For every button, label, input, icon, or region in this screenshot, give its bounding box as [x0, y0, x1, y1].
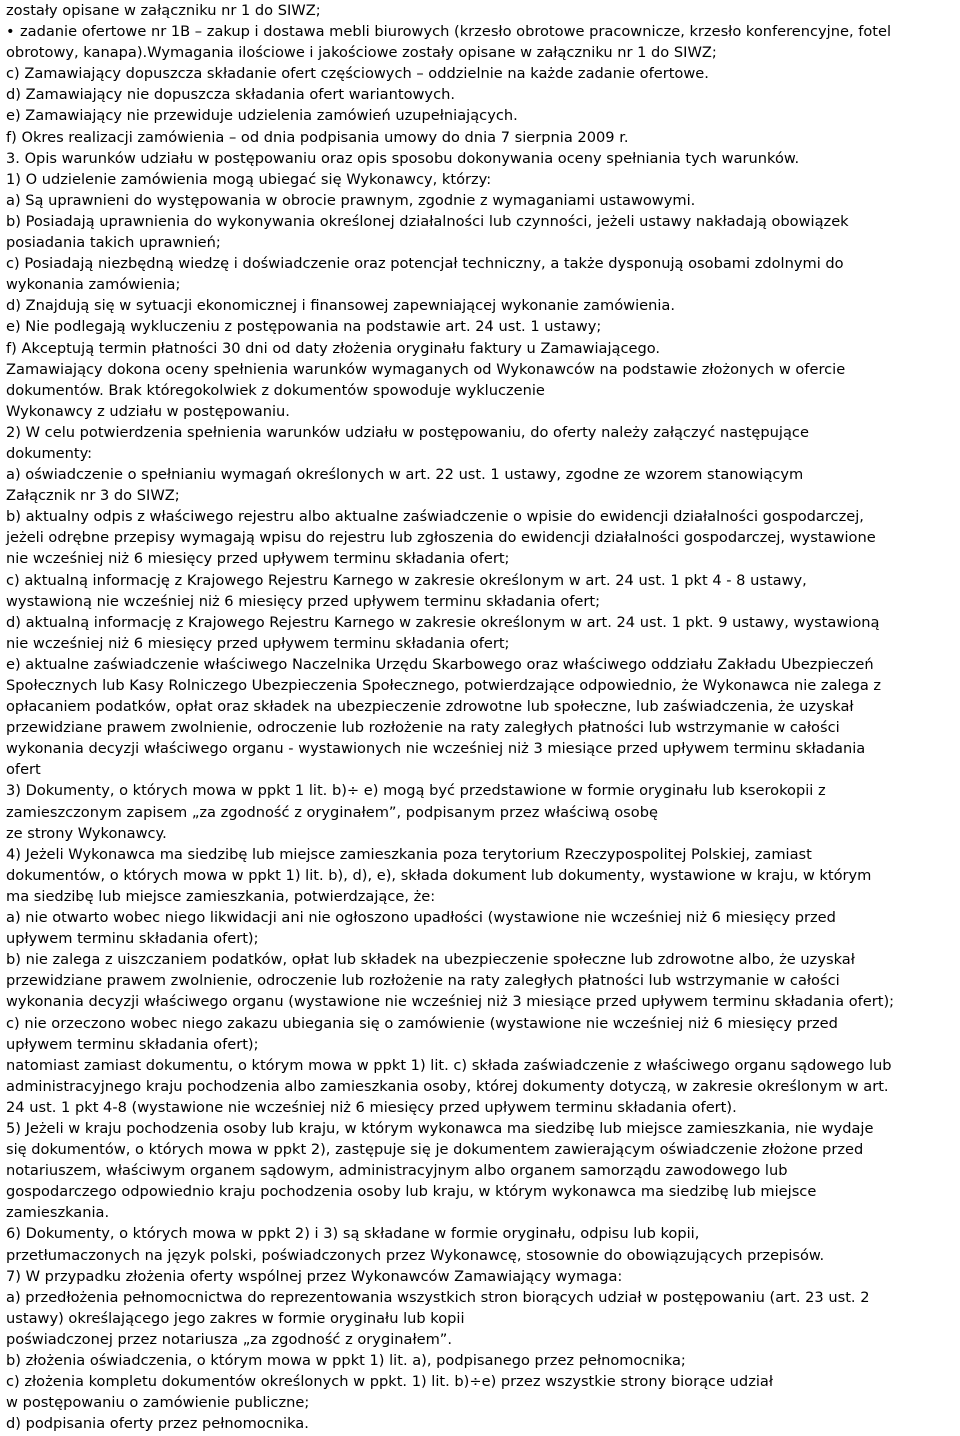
text-line: 6) Dokumenty, o których mowa w ppkt 2) i 3) są składane w formie oryginału, odpisu lub kopii,	[6, 1225, 700, 1243]
text-line: d) aktualną informację z Krajowego Rejestru Karnego w zakresie określonym w art. 24 ust. 1 pkt. 9 ustawy, wystawioną	[6, 613, 880, 631]
text-line: wystawioną nie wcześniej niż 6 miesięcy przed upływem terminu składania ofert;	[6, 592, 601, 610]
text-line: dokumenty:	[6, 444, 93, 462]
text-line: d) podpisania oferty przez pełnomocnika.	[6, 1415, 309, 1433]
text-line: b) Posiadają uprawnienia do wykonywania określonej działalności lub czynności, jeżeli ustawy nakładają obowiązek	[6, 212, 849, 230]
text-line: e) Zamawiający nie przewiduje udzielenia zamówień uzupełniających.	[6, 107, 518, 125]
text-line: a) oświadczenie o spełnianiu wymagań określonych w art. 22 ust. 1 ustawy, zgodne ze wzorem stanowiącym	[6, 466, 804, 484]
text-line: f) Akceptują termin płatności 30 dni od daty złożenia oryginału faktury u Zamawiającego.	[6, 339, 661, 357]
text-line: jeżeli odrębne przepisy wymagają wpisu do rejestru lub zgłoszenia do ewidencji działalności gospodarczej, wystawione	[6, 529, 876, 547]
text-line: c) aktualną informację z Krajowego Rejestru Karnego w zakresie określonym w art. 24 ust. 1 pkt 4 - 8 ustawy,	[6, 571, 807, 589]
text-line: wykonania zamówienia;	[6, 276, 181, 294]
text-line: obrotowy, kanapa).Wymagania ilościowe i jakościowe zostały opisane w załączniku nr 1 do SIWZ;	[6, 44, 717, 62]
text-line: Wykonawcy z udziału w postępowaniu.	[6, 402, 290, 420]
text-line: 2) W celu potwierdzenia spełnienia warunków udziału w postępowaniu, do oferty należy załączyć następujące	[6, 423, 809, 441]
text-line: 5) Jeżeli w kraju pochodzenia osoby lub kraju, w którym wykonawca ma siedzibę lub miejsce zamieszkania, nie wydaje	[6, 1119, 874, 1137]
text-line: 7) W przypadku złożenia oferty wspólnej przez Wykonawców Zamawiający wymaga:	[6, 1267, 623, 1285]
text-line: ze strony Wykonawcy.	[6, 824, 167, 842]
text-line: e) aktualne zaświadczenie właściwego Naczelnika Urzędu Skarbowego oraz właściwego oddziału Zakładu Ubezpieczeń	[6, 655, 874, 673]
text-line: a) Są uprawnieni do występowania w obrocie prawnym, zgodnie z wymaganiami ustawowymi.	[6, 191, 696, 209]
text-line: b) nie zalega z uiszczaniem podatków, opłat lub składek na ubezpieczenie społeczne lub zdrowotne albo, że uzyskał	[6, 951, 855, 969]
text-line: poświadczonej przez notariusza „za zgodność z oryginałem”.	[6, 1330, 453, 1348]
text-line: e) Nie podlegają wykluczeniu z postępowania na podstawie art. 24 ust. 1 ustawy;	[6, 318, 602, 336]
text-line: dokumentów, o których mowa w ppkt 1) lit. b), d), e), składa dokument lub dokumenty, wystawione w kraju, w którym	[6, 866, 872, 884]
text-line: Społecznych lub Kasy Rolniczego Ubezpieczenia Społecznego, potwierdzające odpowiednio, że Wykonawca nie zalega z	[6, 677, 882, 694]
text-line: notariuszem, właściwym organem sądowym, administracyjnym albo organem samorządu zawodowego lub	[6, 1162, 788, 1180]
text-line: w postępowaniu o zamówienie publiczne;	[6, 1394, 310, 1412]
section-heading: 3. Opis warunków udziału w postępowaniu oraz opis sposobu dokonywania oceny spełniania tych warunków.	[6, 149, 800, 167]
text-line: a) nie otwarto wobec niego likwidacji ani nie ogłoszono upadłości (wystawione nie wcześniej niż 6 miesięcy przed	[6, 909, 836, 927]
text-line: posiadania takich uprawnień;	[6, 234, 221, 252]
text-line: b) aktualny odpis z właściwego rejestru albo aktualne zaświadczenie o wpisie do ewidencji działalności gospodarczej,	[6, 508, 864, 526]
text-line: przetłumaczonych na język polski, poświadczonych przez Wykonawcę, stosownie do obowiązujących przepisów.	[6, 1246, 825, 1264]
text-line: wykonania decyzji właściwego organu (wystawione nie wcześniej niż 3 miesiące przed upływem terminu składania ofert);	[6, 993, 895, 1011]
text-line: opłacaniem podatków, opłat oraz składek na ubezpieczenie zdrowotne lub społeczne, lub zaświadczenia, że uzyskał	[6, 698, 854, 716]
text-line: wykonania decyzji właściwego organu - wystawionych nie wcześniej niż 3 miesiące przed upływem terminu składania	[6, 740, 866, 758]
text-line: c) nie orzeczono wobec niego zakazu ubiegania się o zamówienie (wystawione nie wcześniej niż 6 miesięcy przed	[6, 1014, 838, 1032]
text-line: c) Posiadają niezbędną wiedzę i doświadczenie oraz potencjał techniczny, a także dysponują osobami zdolnymi do	[6, 255, 844, 273]
text-line: Zamawiający dokona oceny spełnienia warunków wymaganych od Wykonawców na podstawie złożonych w ofercie	[6, 360, 846, 378]
text-line: c) złożenia kompletu dokumentów określonych w ppkt. 1) lit. b)÷e) przez wszystkie strony biorące udział	[6, 1373, 774, 1391]
text-line: gospodarczego odpowiednio kraju pochodzenia osoby lub kraju, w którym wykonawca ma siedzibę lub miejsce	[6, 1183, 817, 1201]
text-line: zamieszczonym zapisem „za zgodność z oryginałem”, podpisanym przez właściwą osobę	[6, 803, 658, 821]
bullet-icon: •	[6, 23, 15, 41]
text-line: d) Znajdują się w sytuacji ekonomicznej i finansowej zapewniającej wykonanie zamówienia.	[6, 297, 675, 315]
text-line: upływem terminu składania ofert);	[6, 1035, 259, 1053]
text-line: zamieszkania.	[6, 1204, 110, 1222]
text-line: b) złożenia oświadczenia, o którym mowa w ppkt 1) lit. a), podpisanego przez pełnomocnika;	[6, 1352, 686, 1369]
text-line: a) przedłożenia pełnomocnictwa do reprezentowania wszystkich stron biorących udział w postępowaniu (art. 23 ust. 2	[6, 1288, 870, 1306]
text-line: administracyjnego kraju pochodzenia albo zamieszkania osoby, której dokumenty dotyczą, w zakresie określonym w art.	[6, 1077, 889, 1095]
text-line: ma siedzibę lub miejsce zamieszkania, potwierdzające, że:	[6, 887, 436, 905]
text-line: d) Zamawiający nie dopuszcza składania ofert wariantowych.	[6, 86, 455, 104]
text-line: nie wcześniej niż 6 miesięcy przed upływem terminu składania ofert;	[6, 634, 510, 652]
text-line: się dokumentów, o których mowa w ppkt 2), zastępuje się je dokumentem zawierającym oświadczenie złożone przed	[6, 1141, 864, 1159]
text-line: 1) O udzielenie zamówienia mogą ubiegać się Wykonawcy, którzy:	[6, 170, 492, 188]
text-line: natomiast zamiast dokumentu, o którym mowa w ppkt 1) lit. c) składa zaświadczenie z właściwego organu sądowego lub	[6, 1056, 892, 1074]
text-line: 24 ust. 1 pkt 4-8 (wystawione nie wcześniej niż 6 miesięcy przed upływem terminu składania ofert).	[6, 1098, 737, 1116]
text-line: przewidziane prawem zwolnienie, odroczenie lub rozłożenie na raty zaległych płatności lub wstrzymanie w całości	[6, 719, 840, 737]
text-line: ustawy) określającego jego zakres w formie oryginału lub kopii	[6, 1309, 465, 1327]
text-line: ofert	[6, 761, 41, 779]
text-line: c) Zamawiający dopuszcza składanie ofert częściowych – oddzielnie na każde zadanie ofertowe.	[6, 65, 709, 83]
text-line: nie wcześniej niż 6 miesięcy przed upływem terminu składania ofert;	[6, 550, 510, 568]
text-line: upływem terminu składania ofert);	[6, 930, 259, 948]
text-line: 4) Jeżeli Wykonawca ma siedzibę lub miejsce zamieszkania poza terytorium Rzeczypospolitej Polskiej, zamiast	[6, 845, 812, 863]
text-line: dokumentów. Brak któregokolwiek z dokumentów spowoduje wykluczenie	[6, 381, 545, 399]
text-line: 3) Dokumenty, o których mowa w ppkt 1 lit. b)÷ e) mogą być przedstawione w formie oryginału lub kserokopii z	[6, 782, 826, 800]
text-line: zostały opisane w załączniku nr 1 do SIWZ;	[6, 2, 321, 19]
text-line: f) Okres realizacji zamówienia – od dnia podpisania umowy do dnia 7 sierpnia 2009 r.	[6, 128, 629, 146]
attachment-reference: Załącznik nr 3 do SIWZ;	[6, 487, 180, 505]
bullet-item: • zadanie ofertowe nr 1B – zakup i dostawa mebli biurowych (krzesło obrotowe pracownicze, krzesło konferencyjne, fotel	[6, 21, 960, 42]
text-line: przewidziane prawem zwolnienie, odroczenie lub rozłożenie na raty zaległych płatności lub wstrzymanie w całości	[6, 972, 840, 990]
